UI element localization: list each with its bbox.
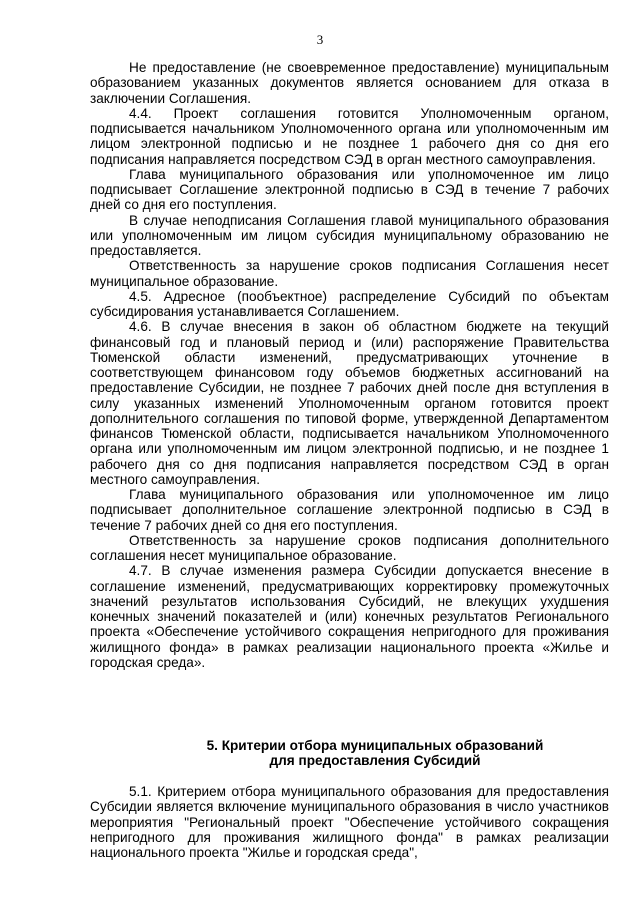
paragraph: 4.5. Адресное (пообъектное) распределение Субсидий по объектам субсидирования устанавливается Соглашением.: [90, 288, 609, 319]
paragraph: Ответственность за нарушение сроков подписания дополнительного соглашения несет муниципальное образование.: [90, 532, 609, 563]
section-heading-line: для предоставления Субсидий: [269, 753, 481, 769]
page-number: 3: [316, 32, 324, 47]
document-body: [90, 60, 609, 670]
paragraph: Глава муниципального образования или уполномоченное им лицо подписывает Соглашение электронной подписью в СЭД в течение 7 рабочих дней со дня его поступления.: [90, 166, 609, 213]
section-heading-line: 5. Критерии отбора муниципальных образований: [206, 738, 544, 753]
paragraph: Не предоставление (не своевременное предоставление) муниципальным образованием указанных документов является основанием для отказа в заключении Соглашения.: [90, 60, 609, 106]
paragraph: Ответственность за нарушение сроков подписания Соглашения несет муниципальное образование.: [90, 258, 609, 289]
section-heading: [0, 738, 640, 769]
section-body: [90, 784, 609, 860]
paragraph: 5.1. Критерием отбора муниципального образования для предоставления Субсидии является включение муниципального образования в число участников мероприятия "Региональный проект "Обеспечение устойчивого сокращения непригодного для проживания жилищного фонда" в рамках реализации национального проекта "Жилье и городская среда",: [90, 784, 609, 860]
paragraph: 4.6. В случае внесения в закон об областном бюджете на текущий финансовый год и плановый период и (или) распоряжение Правительства Тюменской области изменений, предусматривающих уточнение в соответствующем финансовом году объемов бюджетных ассигнований на предоставление Субсидии, не позднее 7 рабочих дней после дня вступления в силу указанных изменений Уполномоченным органом готовится проект дополнительного соглашения по типовой форме, утвержденной Департаментом финансов Тюменской области, подписывается начальником Уполномоченного органа или уполномоченным им лицом электронной подписью, и не позднее 1 рабочего дня со дня подписания направляется посредством СЭД в орган местного самоуправления.: [90, 319, 609, 487]
paragraph: 4.4. Проект соглашения готовится Уполномоченным органом, подписывается начальником Уполномоченного органа или уполномоченным им лицом электронной подписью и не позднее 1 рабочего дня со дня его подписания направляется посредством СЭД в орган местного самоуправления.: [90, 105, 609, 167]
paragraph: В случае неподписания Соглашения главой муниципального образования или уполномоченным им лицом субсидия муниципальному образованию не предоставляется.: [90, 212, 609, 258]
paragraph: 4.7. В случае изменения размера Субсидии допускается внесение в соглашение изменений, предусматривающих корректировку промежуточных значений результатов использования Субсидий, не влекущих ухудшения конечных значений показателей и (или) конечных результатов Регионального проекта «Обеспечение устойчивого сокращения непригодного для проживания жилищного фонда» в рамках реализации национального проекта «Жилье и городская среда».: [90, 563, 609, 670]
paragraph: Глава муниципального образования или уполномоченное им лицо подписывает дополнительное соглашение электронной подписью в СЭД в течение 7 рабочих дней со дня его поступления.: [90, 487, 609, 533]
